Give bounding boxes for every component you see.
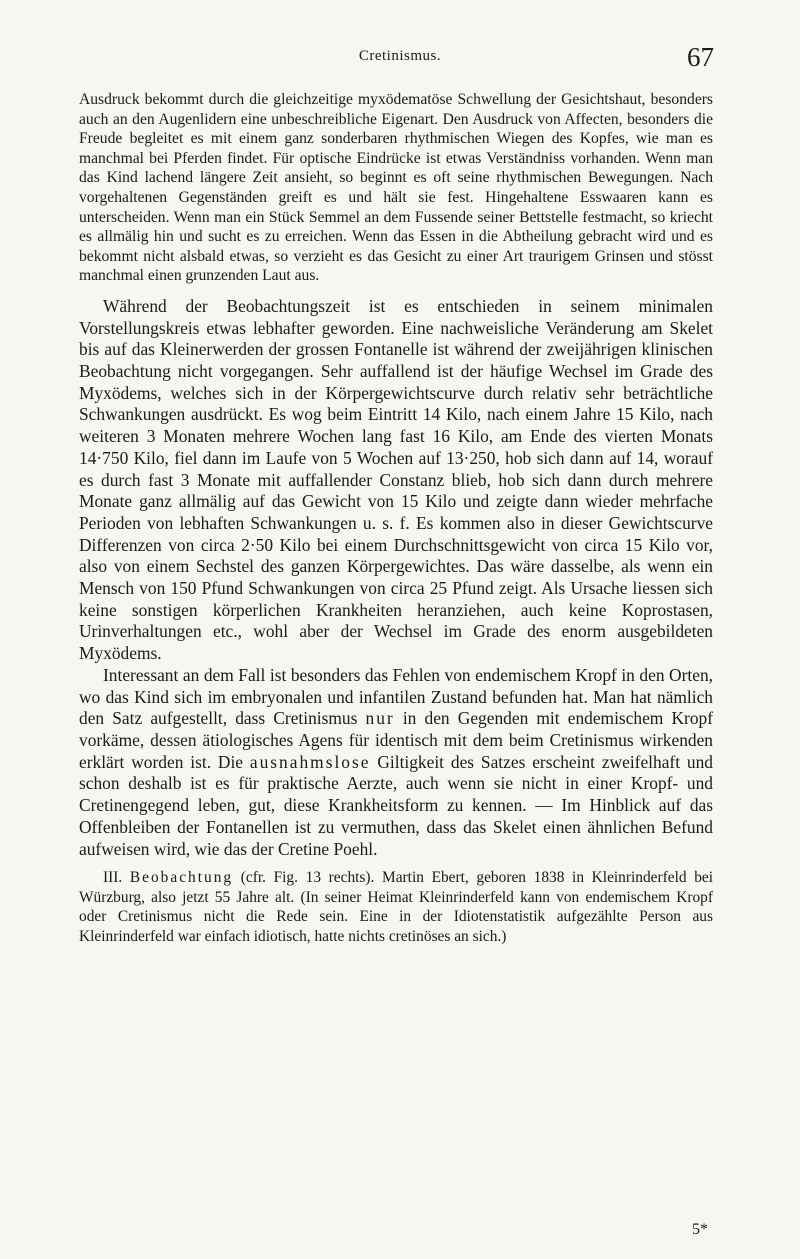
paragraph-3-part-c: Giltigkeit des Satzes erscheint zweifelhaft und schon deshalb ist es für praktische Aerzte, auch wenn sie nicht in einer Kropf- und Cretinengegend leben, gut, diese Krankheitsform zu kennen. — Im Hinblick auf das Offenbleiben der Fontanellen ist zu vermuthen, dass das Skelet einen ähnlichen Befund aufweisen wird, wie das der Cretine Poehl. xyxy=(79,751,713,859)
emphasis-ausnahmslose: ausnahmslose xyxy=(249,751,371,772)
observation-heading: Beobachtung xyxy=(129,869,234,887)
large-print-section xyxy=(79,296,713,860)
page-header xyxy=(0,42,800,76)
page-number: 67 xyxy=(687,42,714,72)
paragraph-3-part-a: Interessant an dem Fall ist besonders das Fehlen von endemischem Kropf in den Orten, wo das Kind sich im embryonalen und infantilen Zustand befunden hat. Man hat nämlich den Satz aufgestellt, dass Cretinismus xyxy=(79,664,713,729)
paragraph-4 xyxy=(79,868,713,946)
paragraph-2: Während der Beobachtungszeit ist es entschieden in seinem minimalen Vorstellungskreis etwas lebhafter geworden. Eine nachweisliche Veränderung am Skelet bis auf das Kleinerwerden der grossen Fontanelle ist während der zweijährigen klinischen Beobachtung nicht vorgegangen. Sehr auffallend ist der häufige Wechsel im Grade des Myxödems, welches sich in der Körpergewichtscurve durch relativ sehr beträchtliche Schwankungen ausdrückt. Es wog beim Eintritt 14 Kilo, nach einem Jahre 15 Kilo, nach weiteren 3 Monaten mehrere Wochen lang fast 16 Kilo, am Ende des vierten Monats 14·750 Kilo, fiel dann im Laufe von 5 Wochen auf 13·250, hob sich dann auf 14, worauf es durch fast 3 Monate mit auffallender Constanz blieb, hob sich dann durch mehrere Monate ganz allmälig auf das Gewicht von 15 Kilo und zeigte dann wieder mehrfache Perioden von lebhaften Schwankungen u. s. f. Es kommen also in dieser Gewichtscurve Differenzen von circa 2·50 Kilo bei einem Durchschnittsgewicht von circa 15 Kilo vor, also von einem Sechstel des ganzen Körpergewichtes. Das wäre dasselbe, als wenn ein Mensch von 150 Pfund Schwankungen von circa 25 Pfund zeigt. Als Ursache liessen sich keine sonstigen körperlichen Krankheiten heranziehen, auch keine Koprostasen, Urinverhaltungen etc., wohl aber der Wechsel im Grade des enorm ausgebildeten Myxödems. xyxy=(79,295,713,664)
paragraph-3-part-b: in den Gegenden mit endemischem Kropf vorkäme, dessen ätiologisches Agens für identisch mit dem beim Cretinismus wirkenden erklärt worden ist. Die xyxy=(79,708,714,772)
emphasis-nur: nur xyxy=(365,708,395,729)
running-title: Cretinismus. xyxy=(358,48,442,64)
small-print-section xyxy=(79,868,713,946)
observation-text: (cfr. Fig. 13 rechts). Martin Ebert, geboren 1838 in Kleinrinderfeld bei Würzburg, also jetzt 55 Jahre alt. (In seiner Heimat Kleinrinderfeld kann von endemischem Kropf oder Cretinismus nicht die Rede sein. Eine in der Idiotenstatistik aufgezählte Person aus Kleinrinderfeld war einfach idiotisch, hatte nichts cretinöses an sich.) xyxy=(79,869,713,945)
observation-number: III. xyxy=(103,869,130,887)
body-text xyxy=(79,90,713,947)
sheet-signature: 5* xyxy=(692,1221,708,1238)
paragraph-1: Ausdruck bekommt durch die gleichzeitige myxödematöse Schwellung der Gesichtshaut, besonders auch an den Augenlidern eine unbeschreibliche Eigenart. Den Ausdruck von Affecten, besonders die Freude begleitet es mit einem ganz sonderbaren rhythmischen Wiegen des Kopfes, wie man es manchmal bei Pferden findet. Für optische Eindrücke ist etwas Verständniss vorhanden. Wenn man das Kind lachend längere Zeit ansieht, so beginnt es oft seine rhythmischen Bewegungen. Nach vorgehaltenen Gegenständen greift es und hält sie fest. Hingehaltene Esswaaren kann es unterscheiden. Wenn man ein Stück Semmel an dem Fussende seiner Bettstelle festmacht, so kriecht es allmälig hin und sucht es zu erreichen. Wenn das Essen in die Abtheilung gebracht wird und es bekommt nicht alsbald etwas, so verzieht es das Gesicht zu einer Art traurigem Grinsen und stösst manchmal einen grunzenden Laut aus. xyxy=(79,91,713,285)
paragraph-3 xyxy=(79,665,713,860)
